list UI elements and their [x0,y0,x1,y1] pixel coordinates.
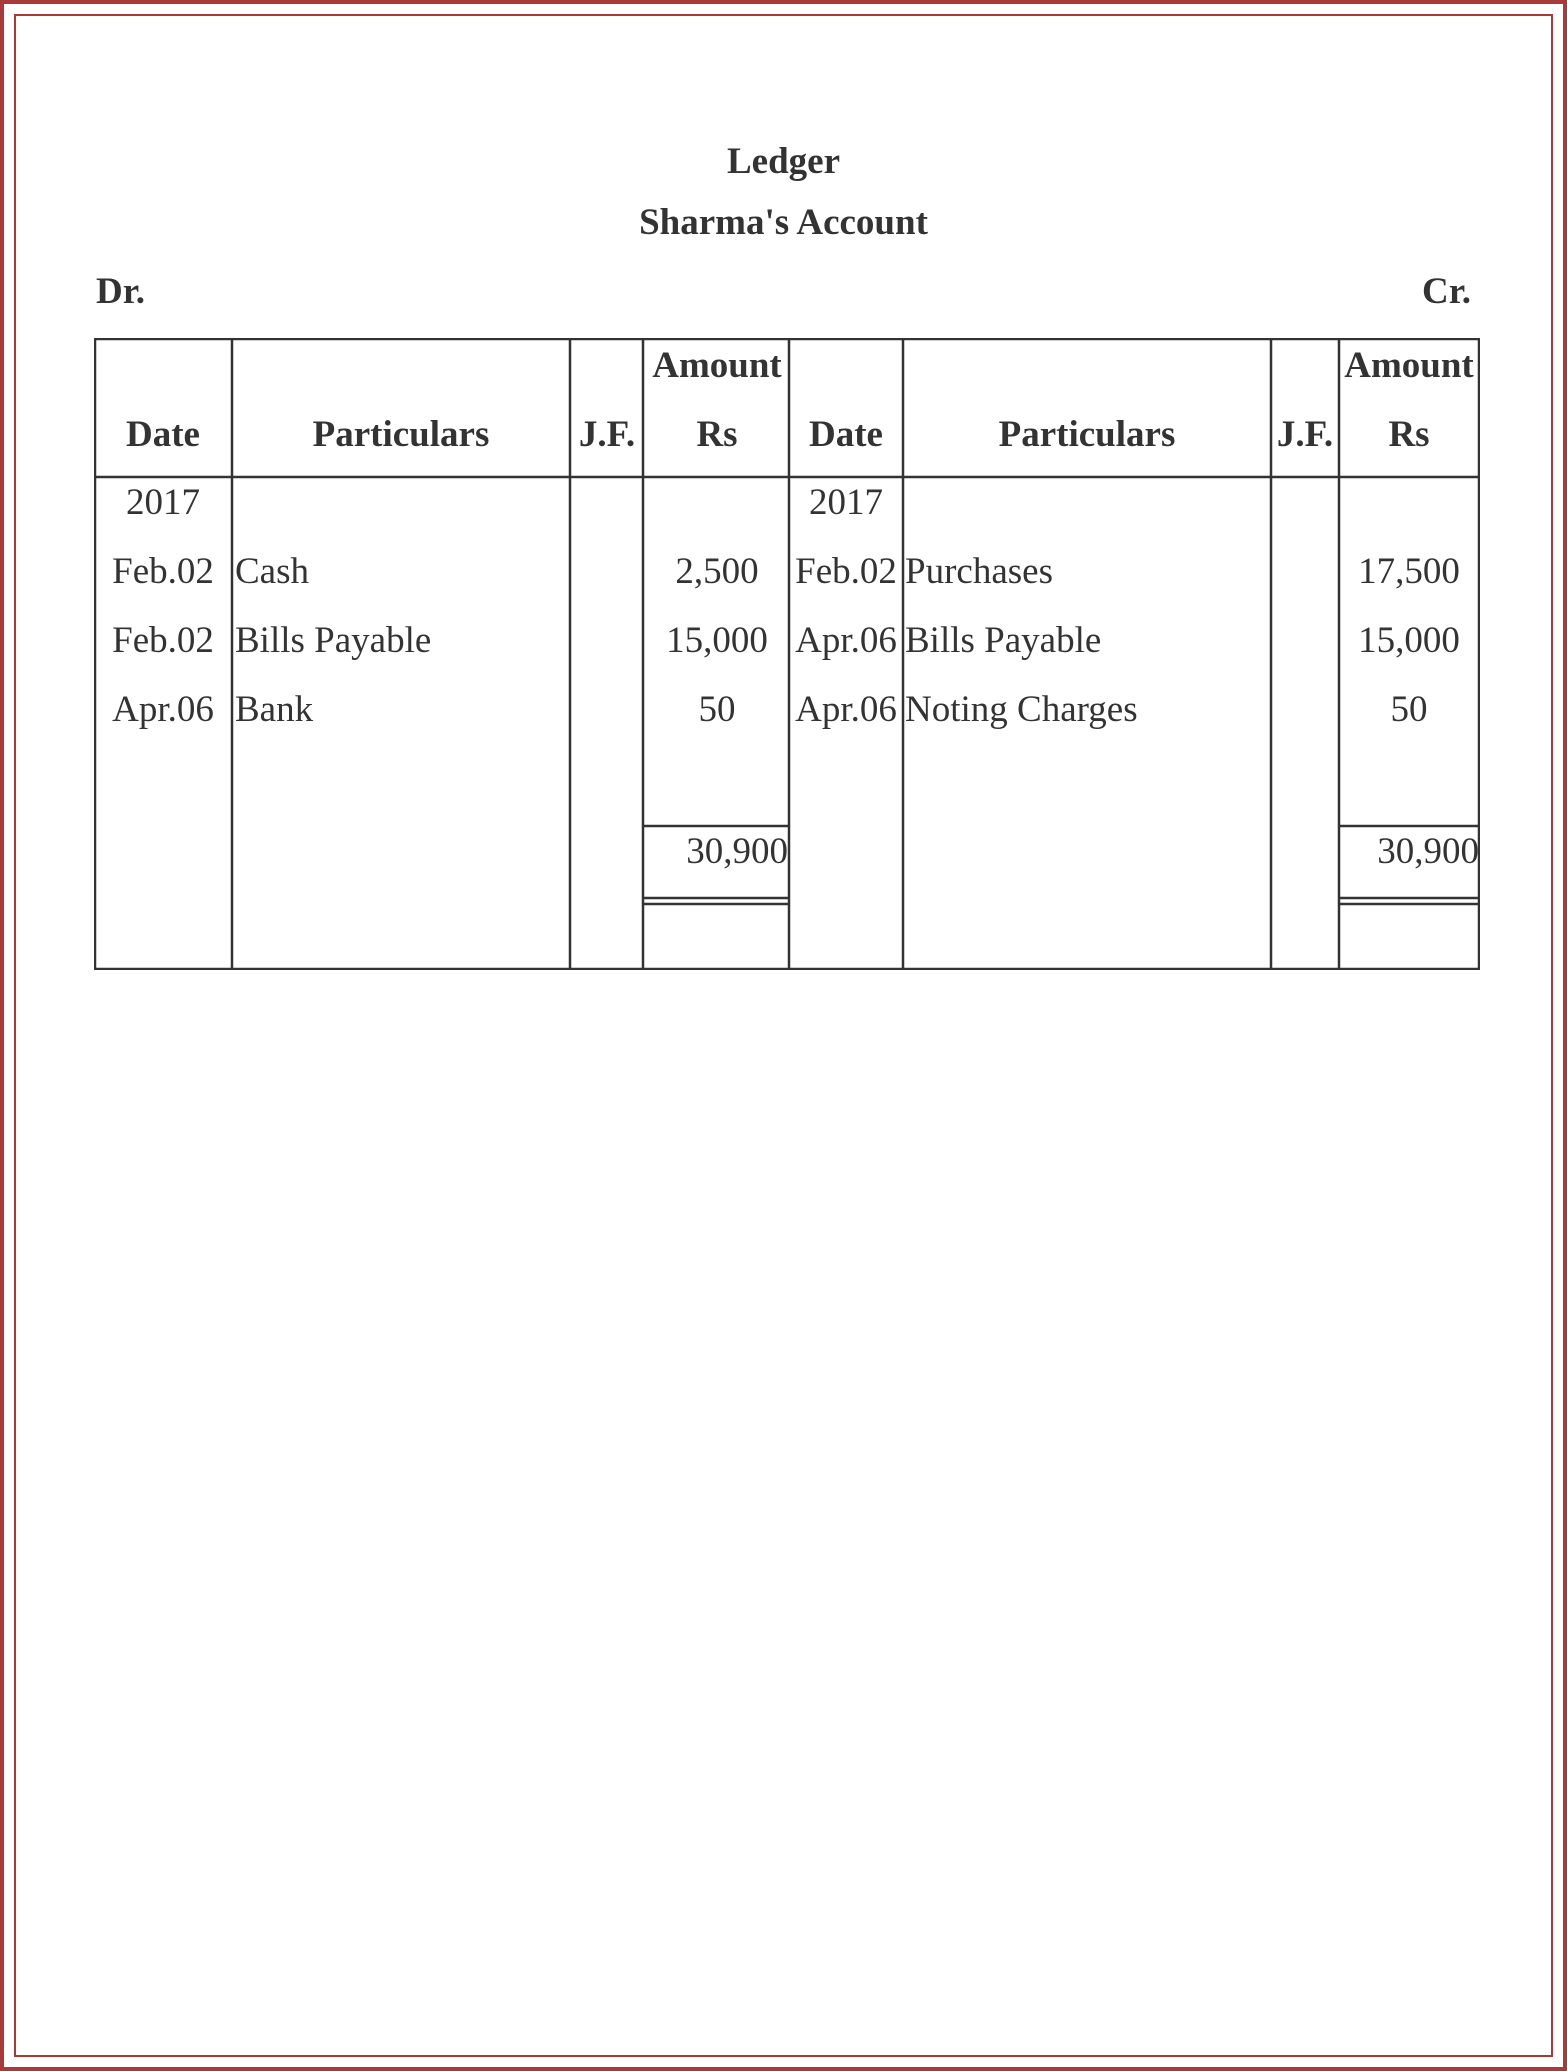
credit-entry-amount: 15,000 [1358,620,1460,661]
debit-date-header: Date [126,414,200,455]
credit-entry-amount: 17,500 [1358,551,1460,592]
credit-entry-particulars: Bills Payable [905,620,1102,661]
credit-total: 30,900 [1377,831,1479,872]
debit-label: Dr. [96,271,145,312]
debit-entry-amount: 50 [698,689,736,730]
ledger-table [94,338,1480,970]
debit-total: 30,900 [686,831,788,872]
debit-entry-date: Feb.02 [112,551,214,592]
debit-entry-date: Apr.06 [112,689,214,730]
credit-jf-header: J.F. [1276,414,1334,455]
debit-entry-date: Feb.02 [112,620,214,661]
inner-frame [14,14,1553,2057]
credit-year: 2017 [809,482,883,523]
credit-date-header: Date [809,414,883,455]
debit-entry-particulars: Bank [235,689,314,730]
credit-entry-date: Feb.02 [795,551,897,592]
credit-entry-particulars: Noting Charges [905,689,1138,730]
debit-amount-header: Amount [652,345,782,386]
debit-particulars-header: Particulars [312,414,490,455]
account-title: Sharma's Account [639,202,928,243]
document-title: Ledger [726,141,841,182]
credit-rs-header: Rs [1388,414,1430,455]
credit-amount-header: Amount [1344,345,1474,386]
debit-entry-particulars: Cash [235,551,309,592]
debit-rs-header: Rs [696,414,738,455]
credit-entry-date: Apr.06 [795,620,897,661]
debit-entry-particulars: Bills Payable [235,620,432,661]
debit-year: 2017 [126,482,200,523]
debit-entry-amount: 15,000 [666,620,768,661]
debit-entry-amount: 2,500 [675,551,759,592]
credit-label: Cr. [1422,271,1471,312]
debit-jf-header: J.F. [578,414,636,455]
credit-entry-date: Apr.06 [795,689,897,730]
credit-entry-particulars: Purchases [905,551,1053,592]
credit-entry-amount: 50 [1390,689,1428,730]
credit-particulars-header: Particulars [998,414,1176,455]
